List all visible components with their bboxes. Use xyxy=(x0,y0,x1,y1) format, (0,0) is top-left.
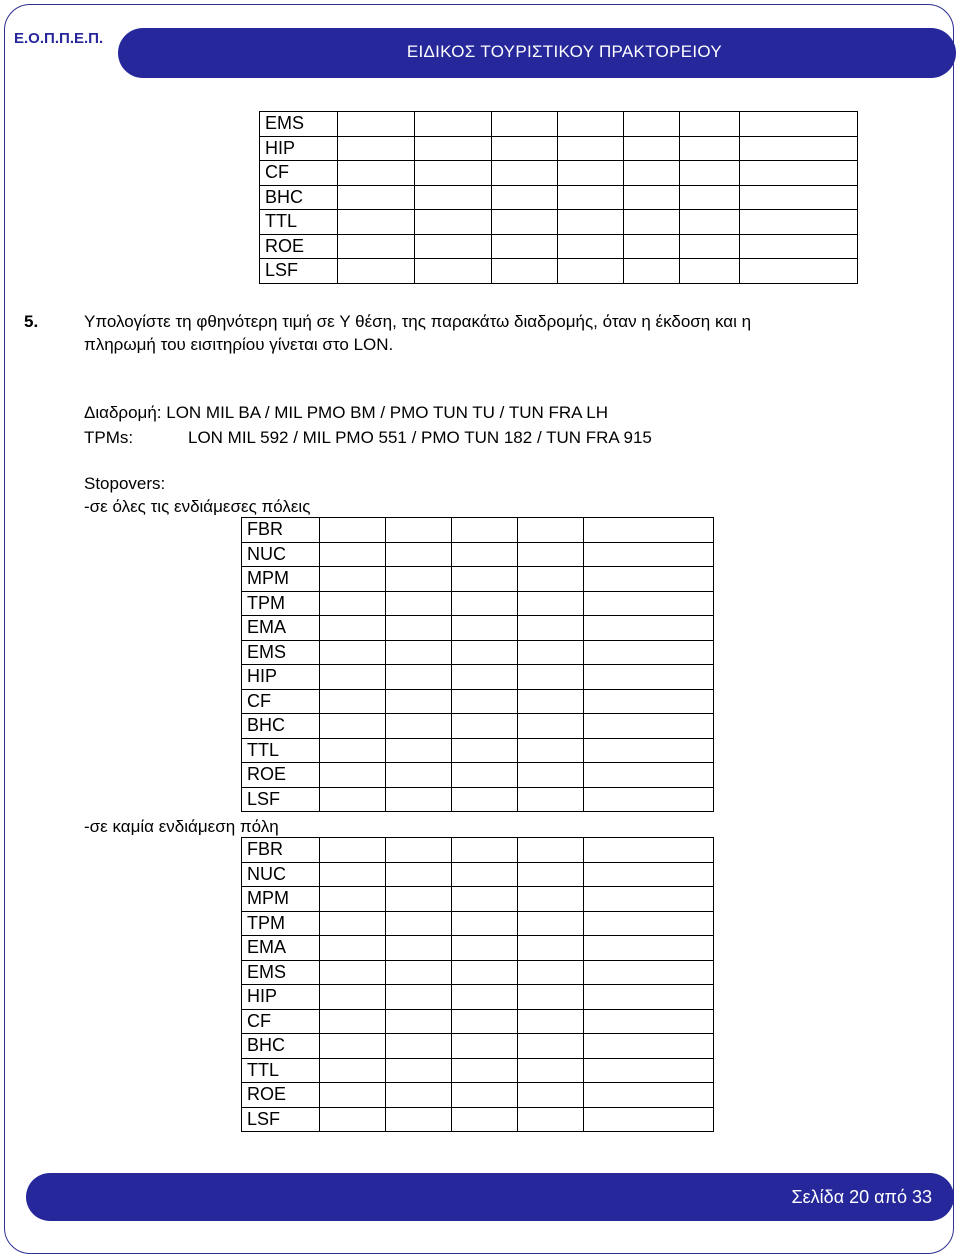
table-row xyxy=(242,1009,714,1034)
blank-cell xyxy=(680,210,740,235)
blank-cell xyxy=(558,161,624,186)
row-label: ROE xyxy=(242,763,320,788)
blank-cell xyxy=(558,234,624,259)
blank-cell xyxy=(558,112,624,137)
blank-cell xyxy=(584,960,714,985)
blank-cell xyxy=(624,185,680,210)
blank-cell xyxy=(558,136,624,161)
row-label: LSF xyxy=(242,787,320,812)
blank-cell xyxy=(452,616,518,641)
blank-cell xyxy=(740,136,858,161)
blank-cell xyxy=(584,689,714,714)
blank-cell xyxy=(584,1058,714,1083)
table-row xyxy=(260,210,858,235)
blank-cell xyxy=(386,689,452,714)
row-label: BHC xyxy=(242,714,320,739)
row-label: HIP xyxy=(242,665,320,690)
blank-cell xyxy=(492,234,558,259)
row-label: FBR xyxy=(242,518,320,543)
table-row xyxy=(242,1058,714,1083)
blank-cell xyxy=(415,234,492,259)
blank-cell xyxy=(584,985,714,1010)
table-row xyxy=(242,714,714,739)
row-label: TPM xyxy=(242,591,320,616)
blank-cell xyxy=(320,665,386,690)
page-number: Σελίδα 20 από 33 xyxy=(791,1187,932,1207)
blank-cell xyxy=(584,1083,714,1108)
row-label: MPM xyxy=(242,567,320,592)
table-row xyxy=(242,862,714,887)
blank-cell xyxy=(320,960,386,985)
blank-cell xyxy=(452,838,518,863)
table-row xyxy=(242,640,714,665)
blank-cell xyxy=(338,259,415,284)
blank-cell xyxy=(584,763,714,788)
row-label: EMA xyxy=(242,616,320,641)
blank-cell xyxy=(740,234,858,259)
blank-cell xyxy=(452,985,518,1010)
blank-cell xyxy=(452,1083,518,1108)
blank-cell xyxy=(740,112,858,137)
blank-cell xyxy=(680,259,740,284)
row-label: BHC xyxy=(242,1034,320,1059)
blank-cell xyxy=(452,862,518,887)
blank-cell xyxy=(584,665,714,690)
blank-cell xyxy=(338,136,415,161)
blank-cell xyxy=(584,838,714,863)
table-row xyxy=(242,838,714,863)
blank-cell xyxy=(320,542,386,567)
blank-cell xyxy=(452,665,518,690)
table-row xyxy=(242,787,714,812)
blank-cell xyxy=(320,936,386,961)
blank-cell xyxy=(386,887,452,912)
row-label: HIP xyxy=(242,985,320,1010)
row-label: EMA xyxy=(242,936,320,961)
blank-cell xyxy=(518,1083,584,1108)
blank-cell xyxy=(518,838,584,863)
blank-cell xyxy=(624,210,680,235)
table-row xyxy=(242,1083,714,1108)
header-title: ΕΙΔΙΚΟΣ ΤΟΥΡΙΣΤΙΚΟΥ ΠΡΑΚΤΟΡΕΙΟΥ xyxy=(406,42,722,61)
blank-cell xyxy=(386,518,452,543)
blank-cell xyxy=(518,862,584,887)
blank-cell xyxy=(386,936,452,961)
blank-cell xyxy=(492,136,558,161)
blank-cell xyxy=(518,960,584,985)
blank-cell xyxy=(518,1058,584,1083)
table-row xyxy=(242,665,714,690)
row-label: LSF xyxy=(260,259,338,284)
blank-cell xyxy=(680,234,740,259)
table-row xyxy=(242,763,714,788)
blank-cell xyxy=(584,518,714,543)
blank-cell xyxy=(386,787,452,812)
row-label: TTL xyxy=(242,738,320,763)
blank-cell xyxy=(518,640,584,665)
table-row xyxy=(242,616,714,641)
table-row xyxy=(242,591,714,616)
blank-cell xyxy=(740,259,858,284)
blank-cell xyxy=(320,689,386,714)
blank-cell xyxy=(386,911,452,936)
blank-cell xyxy=(415,210,492,235)
blank-cell xyxy=(740,185,858,210)
blank-cell xyxy=(320,591,386,616)
table-row xyxy=(242,960,714,985)
blank-cell xyxy=(584,1009,714,1034)
blank-cell xyxy=(452,887,518,912)
blank-cell xyxy=(415,112,492,137)
blank-cell xyxy=(386,1083,452,1108)
blank-cell xyxy=(320,1083,386,1108)
table-row xyxy=(242,936,714,961)
blank-cell xyxy=(518,936,584,961)
blank-cell xyxy=(320,862,386,887)
blank-cell xyxy=(386,862,452,887)
blank-cell xyxy=(386,738,452,763)
blank-cell xyxy=(338,112,415,137)
table-row xyxy=(242,518,714,543)
table-row xyxy=(260,161,858,186)
blank-cell xyxy=(386,567,452,592)
blank-cell xyxy=(584,616,714,641)
table-row xyxy=(242,542,714,567)
tpms-label: TPMs: xyxy=(84,428,134,447)
blank-cell xyxy=(386,542,452,567)
table-row xyxy=(242,689,714,714)
blank-cell xyxy=(740,210,858,235)
blank-cell xyxy=(624,161,680,186)
blank-cell xyxy=(320,640,386,665)
question-text-line2: πληρωμή του εισιτηρίου γίνεται στο LON. xyxy=(84,335,394,354)
blank-cell xyxy=(584,862,714,887)
blank-cell xyxy=(320,985,386,1010)
blank-cell xyxy=(415,136,492,161)
blank-cell xyxy=(492,112,558,137)
blank-cell xyxy=(518,567,584,592)
row-label: FBR xyxy=(242,838,320,863)
blank-cell xyxy=(452,960,518,985)
blank-cell xyxy=(320,616,386,641)
blank-cell xyxy=(558,210,624,235)
stopovers-title: Stopovers: xyxy=(84,474,166,493)
row-label: EMS xyxy=(242,960,320,985)
blank-cell xyxy=(740,161,858,186)
blank-cell xyxy=(624,136,680,161)
blank-cell xyxy=(624,234,680,259)
top-table xyxy=(259,111,858,284)
blank-cell xyxy=(518,591,584,616)
blank-cell xyxy=(624,112,680,137)
blank-cell xyxy=(386,838,452,863)
blank-cell xyxy=(518,763,584,788)
route-line: Διαδρομή: LON MIL BA / MIL PMO BM / PMO TUN TU / TUN FRA LH xyxy=(84,403,609,422)
blank-cell xyxy=(584,887,714,912)
row-label: BHC xyxy=(260,185,338,210)
blank-cell xyxy=(320,1034,386,1059)
blank-cell xyxy=(492,259,558,284)
table-row xyxy=(260,136,858,161)
blank-cell xyxy=(518,1034,584,1059)
table-row xyxy=(242,887,714,912)
row-label: CF xyxy=(260,161,338,186)
blank-cell xyxy=(320,1058,386,1083)
blank-cell xyxy=(518,542,584,567)
blank-cell xyxy=(518,787,584,812)
blank-cell xyxy=(320,738,386,763)
blank-cell xyxy=(680,161,740,186)
blank-cell xyxy=(518,616,584,641)
blank-cell xyxy=(518,911,584,936)
blank-cell xyxy=(452,714,518,739)
blank-cell xyxy=(584,542,714,567)
blank-cell xyxy=(320,787,386,812)
row-label: ROE xyxy=(260,234,338,259)
blank-cell xyxy=(518,1107,584,1132)
blank-cell xyxy=(338,234,415,259)
blank-cell xyxy=(386,1009,452,1034)
blank-cell xyxy=(320,1009,386,1034)
blank-cell xyxy=(452,911,518,936)
table-row xyxy=(242,985,714,1010)
blank-cell xyxy=(584,640,714,665)
row-label: CF xyxy=(242,689,320,714)
blank-cell xyxy=(320,763,386,788)
blank-cell xyxy=(452,591,518,616)
blank-cell xyxy=(415,161,492,186)
blank-cell xyxy=(492,210,558,235)
blank-cell xyxy=(320,567,386,592)
table-row xyxy=(260,185,858,210)
blank-cell xyxy=(338,185,415,210)
stopovers-none-table xyxy=(241,837,714,1132)
blank-cell xyxy=(518,665,584,690)
blank-cell xyxy=(338,210,415,235)
blank-cell xyxy=(320,518,386,543)
row-label: TTL xyxy=(242,1058,320,1083)
blank-cell xyxy=(518,714,584,739)
blank-cell xyxy=(452,689,518,714)
blank-cell xyxy=(386,985,452,1010)
blank-cell xyxy=(452,738,518,763)
blank-cell xyxy=(320,887,386,912)
blank-cell xyxy=(558,259,624,284)
row-label: HIP xyxy=(260,136,338,161)
row-label: MPM xyxy=(242,887,320,912)
row-label: EMS xyxy=(242,640,320,665)
blank-cell xyxy=(452,1107,518,1132)
blank-cell xyxy=(518,689,584,714)
blank-cell xyxy=(584,567,714,592)
blank-cell xyxy=(452,1009,518,1034)
question-number: 5. xyxy=(24,312,39,331)
row-label: ROE xyxy=(242,1083,320,1108)
table-row xyxy=(242,1034,714,1059)
blank-cell xyxy=(452,1034,518,1059)
tpms-value: LON MIL 592 / MIL PMO 551 / PMO TUN 182 / TUN FRA 915 xyxy=(188,428,652,447)
org-name: Ε.Ο.Π.Π.Ε.Π. xyxy=(14,30,104,47)
blank-cell xyxy=(680,185,740,210)
blank-cell xyxy=(386,1107,452,1132)
blank-cell xyxy=(452,518,518,543)
blank-cell xyxy=(518,1009,584,1034)
row-label: TTL xyxy=(260,210,338,235)
blank-cell xyxy=(386,640,452,665)
blank-cell xyxy=(320,1107,386,1132)
table-row xyxy=(260,259,858,284)
table-row xyxy=(242,1107,714,1132)
blank-cell xyxy=(320,838,386,863)
blank-cell xyxy=(386,591,452,616)
blank-cell xyxy=(518,985,584,1010)
blank-cell xyxy=(386,616,452,641)
blank-cell xyxy=(452,567,518,592)
row-label: NUC xyxy=(242,862,320,887)
blank-cell xyxy=(386,960,452,985)
blank-cell xyxy=(584,714,714,739)
stopovers-all-table xyxy=(241,517,714,812)
blank-cell xyxy=(452,1058,518,1083)
blank-cell xyxy=(584,1107,714,1132)
blank-cell xyxy=(338,161,415,186)
row-label: NUC xyxy=(242,542,320,567)
row-label: LSF xyxy=(242,1107,320,1132)
table-row xyxy=(242,911,714,936)
blank-cell xyxy=(452,542,518,567)
row-label: TPM xyxy=(242,911,320,936)
table-row xyxy=(260,234,858,259)
stopovers-none-heading: -σε καμία ενδιάμεση πόλη xyxy=(84,817,279,836)
blank-cell xyxy=(492,161,558,186)
blank-cell xyxy=(415,259,492,284)
blank-cell xyxy=(386,665,452,690)
table-row xyxy=(242,738,714,763)
blank-cell xyxy=(386,763,452,788)
blank-cell xyxy=(452,640,518,665)
row-label: CF xyxy=(242,1009,320,1034)
blank-cell xyxy=(584,911,714,936)
blank-cell xyxy=(320,714,386,739)
blank-cell xyxy=(492,185,558,210)
blank-cell xyxy=(584,738,714,763)
blank-cell xyxy=(518,887,584,912)
blank-cell xyxy=(415,185,492,210)
blank-cell xyxy=(624,259,680,284)
blank-cell xyxy=(518,738,584,763)
table-row xyxy=(242,567,714,592)
blank-cell xyxy=(452,763,518,788)
stopovers-all-cities-heading: -σε όλες τις ενδιάμεσες πόλεις xyxy=(84,497,311,516)
blank-cell xyxy=(558,185,624,210)
blank-cell xyxy=(584,1034,714,1059)
blank-cell xyxy=(584,591,714,616)
blank-cell xyxy=(680,112,740,137)
blank-cell xyxy=(680,136,740,161)
blank-cell xyxy=(518,518,584,543)
blank-cell xyxy=(452,787,518,812)
blank-cell xyxy=(386,1058,452,1083)
blank-cell xyxy=(386,714,452,739)
blank-cell xyxy=(584,936,714,961)
question-text-line1: Υπολογίστε τη φθηνότερη τιμή σε Y θέση, της παρακάτω διαδρομής, όταν η έκδοση και η xyxy=(84,312,752,331)
blank-cell xyxy=(320,911,386,936)
row-label: EMS xyxy=(260,112,338,137)
blank-cell xyxy=(452,936,518,961)
table-row xyxy=(260,112,858,137)
blank-cell xyxy=(386,1034,452,1059)
blank-cell xyxy=(584,787,714,812)
